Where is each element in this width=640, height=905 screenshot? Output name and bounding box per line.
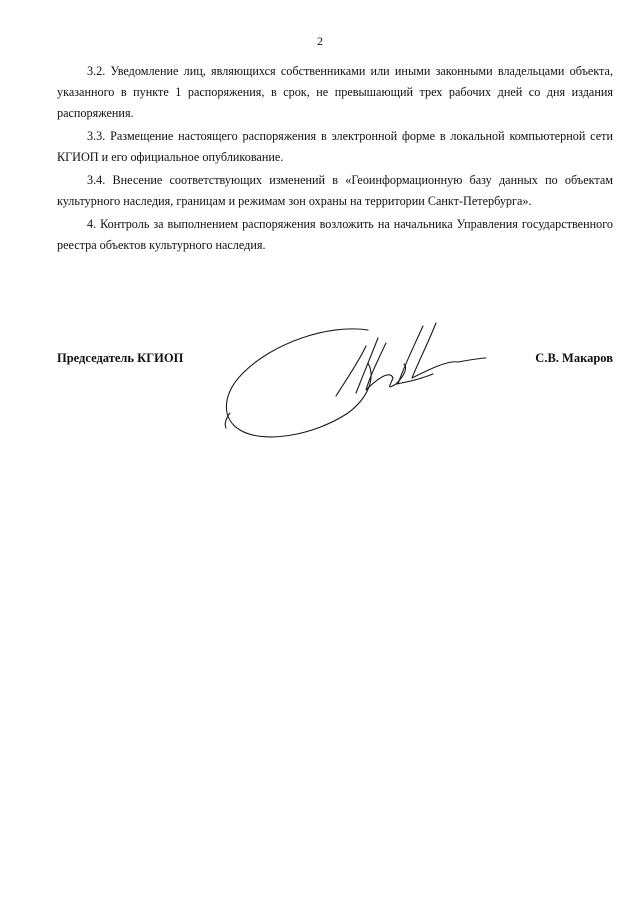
signature-block — [57, 350, 613, 370]
paragraph-3-3: 3.3. Размещение настоящего распоряжения в электронной форме в локальной компьютерной сети КГИОП и его официальное опубликование. — [57, 129, 613, 164]
page-number: 2 — [317, 34, 323, 48]
handwritten-signature — [218, 318, 488, 448]
paragraph-3-2: 3.2. Уведомление лиц, являющихся собственниками или иными законными владельцами объекта, указанного в пункте 1 распоряжения, в срок, не превышающий трех рабочих дней со дня издания распоряжения. — [57, 64, 613, 120]
paragraph-4: 4. Контроль за выполнением распоряжения возложить на начальника Управления государственного реестра объектов культурного наследия. — [57, 217, 613, 252]
paragraph-3-4: 3.4. Внесение соответствующих изменений в «Геоинформационную базу данных по объектам культурного наследия, границам и режимам зон охраны на территории Санкт-Петербурга». — [57, 173, 613, 208]
signatory-name: С.В. Макаров — [535, 351, 613, 365]
document-body — [57, 61, 613, 258]
signatory-title: Председатель КГИОП — [57, 351, 184, 365]
